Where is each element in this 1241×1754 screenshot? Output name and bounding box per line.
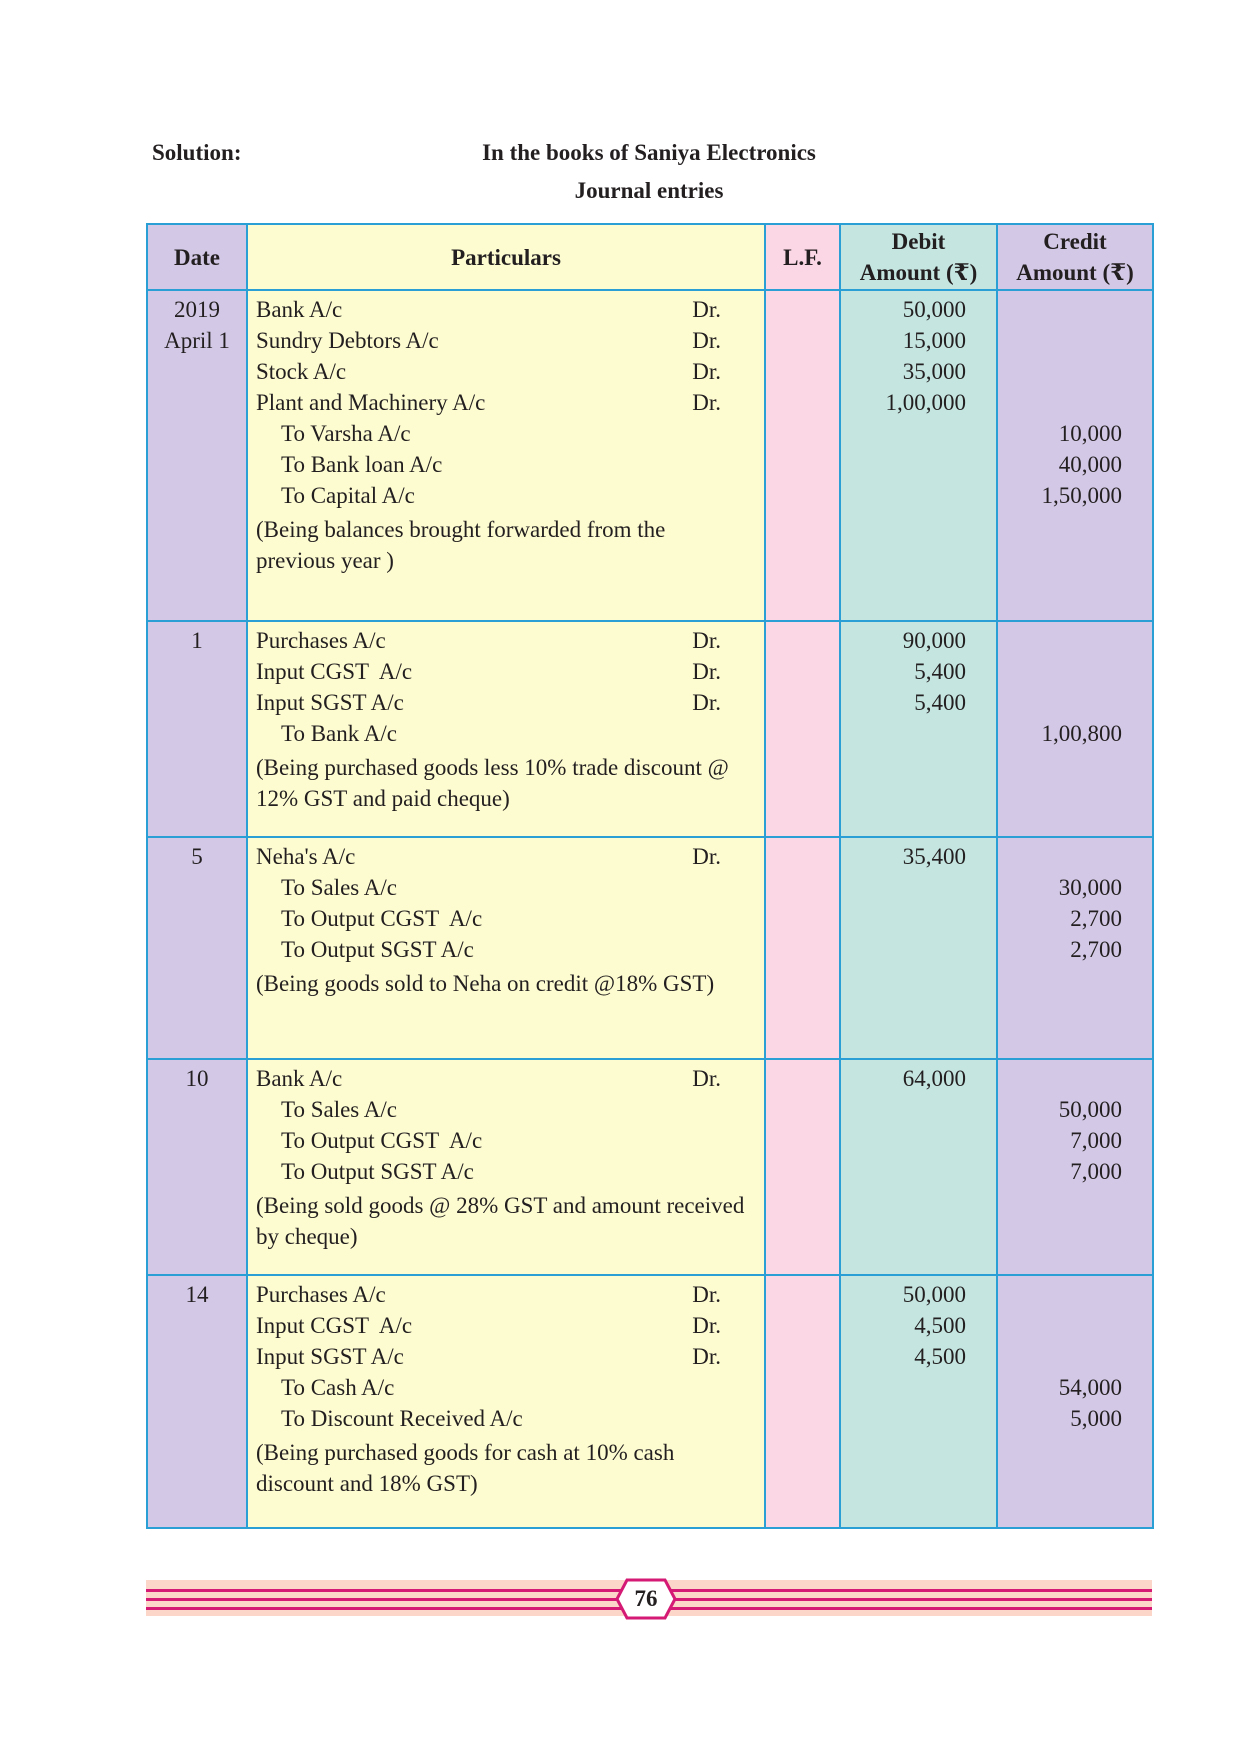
entry-particulars (247, 621, 765, 838)
debit-amount: 35,400 (902, 844, 966, 870)
entry-date (147, 1275, 247, 1528)
account-name: Purchases A/c (256, 1282, 386, 1308)
entry-narration: (Being purchased goods less 10% trade discount @ 12% GST and paid cheque) (256, 754, 729, 811)
debit-account-line (256, 625, 756, 656)
account-name: To Output SGST A/c (281, 1158, 474, 1184)
debit-amount: 4,500 (914, 1344, 966, 1370)
credit-amount (998, 325, 1122, 356)
entry-date-line: 5 (191, 844, 203, 870)
header-particulars: Particulars (247, 224, 765, 290)
journal-entry-row (147, 621, 1153, 838)
header-debit-line1: Debit (891, 229, 946, 254)
entry-particulars (247, 290, 765, 621)
account-name: Neha's A/c (256, 844, 356, 870)
account-name: Input SGST A/c (256, 689, 404, 715)
debit-amount (841, 1125, 966, 1156)
dr-label: Dr. (692, 390, 721, 415)
credit-account-line (256, 1372, 756, 1403)
dr-label: Dr. (692, 1065, 721, 1091)
credit-account-line (256, 1156, 756, 1187)
credit-account-line (256, 1094, 756, 1125)
entry-date (147, 1059, 247, 1276)
credit-account-line (256, 872, 756, 903)
credit-account-line (256, 903, 756, 934)
dr-label: Dr. (692, 1313, 721, 1339)
credit-amount: 5,000 (1070, 1406, 1122, 1432)
dr-label: Dr. (692, 297, 721, 322)
document-subtitle: Journal entries (574, 178, 724, 203)
entry-date-line: 14 (185, 1282, 209, 1308)
credit-amount (998, 387, 1122, 418)
entry-debit (840, 621, 997, 838)
solution-label: Solution: (152, 140, 242, 165)
credit-amount (998, 1279, 1122, 1310)
journal-entry-row (147, 1059, 1153, 1276)
entry-credit (997, 621, 1153, 838)
credit-amount: 1,50,000 (1041, 483, 1122, 508)
credit-amount: 1,00,800 (1041, 720, 1122, 746)
debit-amount (841, 872, 966, 903)
entry-narration: (Being balances brought forwarded from the previous year ) (256, 517, 666, 573)
credit-amount (998, 1310, 1122, 1341)
entry-particulars (247, 837, 765, 1058)
header-debit-line2: Amount (₹) (859, 260, 978, 285)
dr-label: Dr. (692, 658, 721, 684)
debit-amount (841, 718, 966, 749)
entry-credit (997, 1275, 1153, 1528)
account-name: To Cash A/c (281, 1375, 395, 1401)
entry-date-line: 2019 (174, 297, 220, 322)
account-name: Bank A/c (256, 1065, 343, 1091)
entry-debit (840, 290, 997, 621)
debit-account-line (256, 841, 756, 872)
debit-amount (841, 1094, 966, 1125)
credit-account-line (256, 449, 756, 480)
account-name: Bank A/c (256, 297, 343, 322)
account-name: To Bank loan A/c (281, 452, 443, 477)
entry-lf (765, 290, 840, 621)
credit-amount: 54,000 (1058, 1375, 1122, 1401)
entry-date-line: 10 (185, 1065, 209, 1091)
journal-entry-row (147, 837, 1153, 1058)
debit-amount (841, 1372, 966, 1403)
debit-account-line (256, 294, 756, 325)
debit-account-line (256, 1310, 756, 1341)
account-name: Input SGST A/c (256, 1344, 404, 1370)
credit-amount: 2,700 (1070, 906, 1122, 932)
credit-amount: 40,000 (1058, 452, 1122, 477)
account-name: To Varsha A/c (281, 421, 411, 446)
debit-amount (841, 418, 966, 449)
debit-account-line (256, 356, 756, 387)
credit-amount: 7,000 (1070, 1158, 1122, 1184)
account-name: To Output CGST A/c (281, 906, 483, 932)
dr-label: Dr. (692, 1282, 721, 1308)
page-number-badge (615, 1578, 677, 1620)
header-debit (840, 224, 997, 290)
dr-label: Dr. (692, 844, 721, 870)
entry-credit (997, 837, 1153, 1058)
credit-account-line (256, 418, 756, 449)
account-name: Input CGST A/c (256, 658, 413, 684)
debit-amount: 1,00,000 (885, 390, 966, 415)
credit-amount (998, 1063, 1122, 1094)
account-name: Input CGST A/c (256, 1313, 413, 1339)
page-number: 76 (634, 1586, 658, 1611)
debit-amount (841, 480, 966, 511)
credit-amount (998, 294, 1122, 325)
debit-amount: 4,500 (914, 1313, 966, 1339)
table-header-row (147, 224, 1153, 290)
account-name: Purchases A/c (256, 627, 386, 653)
entry-lf (765, 837, 840, 1058)
credit-amount: 2,700 (1070, 937, 1122, 963)
debit-account-line (256, 687, 756, 718)
account-name: Stock A/c (256, 359, 347, 384)
header-date: Date (147, 224, 247, 290)
entry-particulars (247, 1275, 765, 1528)
debit-amount: 50,000 (902, 297, 966, 322)
document-title: In the books of Saniya Electronics (482, 140, 816, 165)
dr-label: Dr. (692, 359, 721, 384)
entry-date (147, 290, 247, 621)
entry-lf (765, 1275, 840, 1528)
header-credit-line1: Credit (1043, 229, 1107, 254)
dr-label: Dr. (692, 689, 721, 715)
entry-lf (765, 1059, 840, 1276)
debit-account-line (256, 387, 756, 418)
credit-amount (998, 687, 1122, 718)
entry-lf (765, 621, 840, 838)
entry-narration: (Being sold goods @ 28% GST and amount received by cheque) (256, 1192, 745, 1249)
account-name: Sundry Debtors A/c (256, 328, 439, 353)
debit-account-line (256, 1063, 756, 1094)
entry-date-line: 1 (191, 627, 203, 653)
debit-account-line (256, 1341, 756, 1372)
credit-amount (998, 841, 1122, 872)
debit-amount (841, 1156, 966, 1187)
credit-account-line (256, 480, 756, 511)
entry-date (147, 621, 247, 838)
debit-account-line (256, 656, 756, 687)
entry-date (147, 837, 247, 1058)
dr-label: Dr. (692, 627, 721, 653)
debit-amount: 15,000 (902, 328, 966, 353)
credit-account-line (256, 1125, 756, 1156)
entry-particulars (247, 1059, 765, 1276)
debit-amount: 5,400 (914, 689, 966, 715)
credit-account-line (256, 718, 756, 749)
journal-table (146, 223, 1154, 1529)
journal-entry-row (147, 1275, 1153, 1528)
entry-debit (840, 1275, 997, 1528)
credit-amount (998, 356, 1122, 387)
debit-amount: 5,400 (914, 658, 966, 684)
entry-credit (997, 1059, 1153, 1276)
entry-date-line: April 1 (164, 328, 230, 353)
credit-amount: 30,000 (1058, 875, 1122, 901)
dr-label: Dr. (692, 1344, 721, 1370)
credit-amount (998, 625, 1122, 656)
credit-amount (998, 656, 1122, 687)
debit-amount: 90,000 (902, 627, 966, 653)
header-credit (997, 224, 1153, 290)
credit-amount: 10,000 (1058, 421, 1122, 446)
debit-amount (841, 903, 966, 934)
account-name: To Bank A/c (281, 720, 397, 746)
credit-account-line (256, 1403, 756, 1434)
account-name: To Sales A/c (281, 875, 397, 901)
debit-amount (841, 449, 966, 480)
debit-amount: 35,000 (902, 359, 966, 384)
credit-amount: 7,000 (1070, 1127, 1122, 1153)
dr-label: Dr. (692, 328, 721, 353)
account-name: To Discount Received A/c (281, 1406, 523, 1432)
debit-amount (841, 1403, 966, 1434)
credit-account-line (256, 934, 756, 965)
credit-amount: 50,000 (1058, 1096, 1122, 1122)
account-name: Plant and Machinery A/c (256, 390, 486, 415)
entry-debit (840, 837, 997, 1058)
debit-amount: 64,000 (902, 1065, 966, 1091)
entry-debit (840, 1059, 997, 1276)
account-name: To Output SGST A/c (281, 937, 474, 963)
debit-amount (841, 934, 966, 965)
debit-amount: 50,000 (902, 1282, 966, 1308)
entry-narration: (Being purchased goods for cash at 10% cash discount and 18% GST) (256, 1440, 675, 1497)
account-name: To Sales A/c (281, 1096, 397, 1122)
debit-account-line (256, 1279, 756, 1310)
entry-narration: (Being goods sold to Neha on credit @18% GST) (256, 971, 715, 997)
account-name: To Capital A/c (281, 483, 415, 508)
journal-entry-row (147, 290, 1153, 621)
header-lf: L.F. (765, 224, 840, 290)
header-credit-line2: Amount (₹) (1016, 260, 1134, 285)
entry-credit (997, 290, 1153, 621)
account-name: To Output CGST A/c (281, 1127, 483, 1153)
credit-amount (998, 1341, 1122, 1372)
debit-account-line (256, 325, 756, 356)
